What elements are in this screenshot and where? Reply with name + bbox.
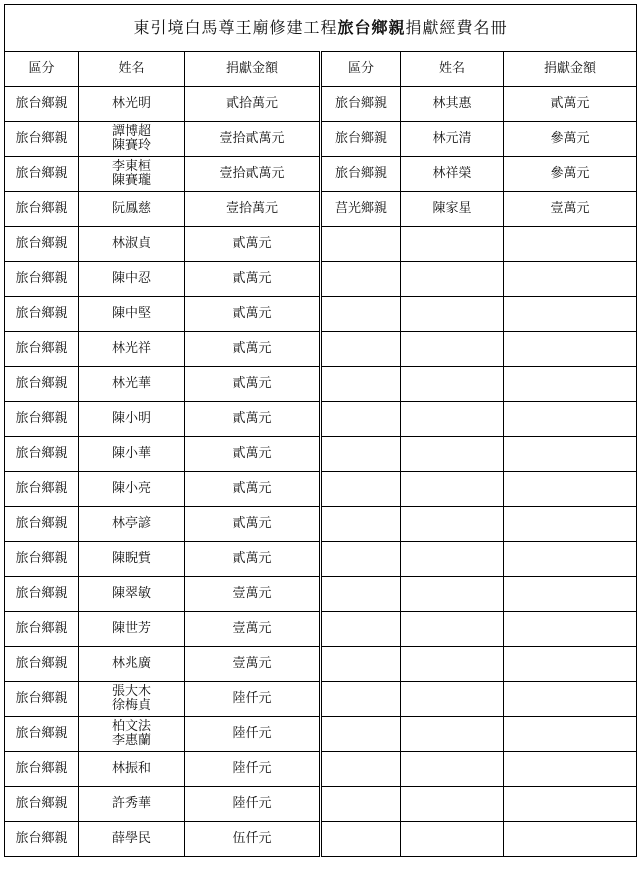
right-amount-cell — [504, 402, 637, 437]
table-row — [5, 402, 637, 437]
title-bold: 旅台鄉親 — [337, 17, 406, 37]
right-region-cell — [321, 822, 401, 857]
right-region-cell — [321, 787, 401, 822]
header-left-amount: 捐獻金額 — [185, 52, 321, 87]
left-amount-cell: 壹拾貳萬元 — [185, 122, 321, 157]
left-name-cell — [79, 717, 185, 752]
donor-name: 林祥榮 — [432, 165, 472, 181]
donor-name: 林淑貞 — [111, 235, 151, 251]
donor-name: 林兆廣 — [111, 655, 151, 671]
left-region-cell: 旅台鄉親 — [5, 472, 79, 507]
right-name-cell — [401, 787, 504, 822]
right-amount-cell — [504, 682, 637, 717]
right-name-cell — [401, 297, 504, 332]
right-region-cell: 旅台鄉親 — [321, 122, 401, 157]
donor-name: 林其惠 — [432, 95, 472, 111]
left-name-cell — [79, 612, 185, 647]
table-row — [5, 822, 637, 857]
right-name-cell — [401, 227, 504, 262]
right-name-cell — [401, 367, 504, 402]
right-amount-cell — [504, 612, 637, 647]
table-row — [5, 612, 637, 647]
table-row — [5, 192, 637, 227]
left-region-cell: 旅台鄉親 — [5, 612, 79, 647]
left-name-cell — [79, 472, 185, 507]
table-row — [5, 717, 637, 752]
donor-name: 林光華 — [111, 375, 151, 391]
donor-name: 李東桓 — [111, 159, 151, 175]
left-region-cell: 旅台鄉親 — [5, 647, 79, 682]
right-amount-cell — [504, 297, 637, 332]
right-amount-cell — [504, 507, 637, 542]
left-amount-cell: 壹萬元 — [185, 647, 321, 682]
left-amount-cell: 陸仟元 — [185, 787, 321, 822]
left-region-cell: 旅台鄉親 — [5, 437, 79, 472]
donor-name: 陳小亮 — [111, 480, 151, 496]
donor-name: 林元清 — [432, 130, 472, 146]
left-region-cell: 旅台鄉親 — [5, 402, 79, 437]
left-name-cell — [79, 647, 185, 682]
register-title — [5, 5, 637, 52]
right-region-cell — [321, 612, 401, 647]
donor-name: 陳中忍 — [111, 270, 151, 286]
right-name-cell — [401, 437, 504, 472]
right-amount-cell — [504, 822, 637, 857]
right-amount-cell — [504, 367, 637, 402]
right-name-cell — [401, 822, 504, 857]
left-name-cell — [79, 437, 185, 472]
donor-name: 陳世芳 — [111, 620, 151, 636]
donor-name: 陳睨貲 — [111, 550, 151, 566]
right-amount-cell — [504, 717, 637, 752]
left-name-cell — [79, 87, 185, 122]
donor-name: 李惠蘭 — [111, 733, 151, 748]
left-amount-cell: 貳拾萬元 — [185, 87, 321, 122]
right-amount-cell — [504, 752, 637, 787]
right-name-cell — [401, 682, 504, 717]
right-name-cell — [401, 402, 504, 437]
left-name-cell — [79, 822, 185, 857]
donor-name: 張大木 — [111, 684, 151, 700]
right-amount-cell — [504, 262, 637, 297]
left-region-cell: 旅台鄉親 — [5, 717, 79, 752]
donor-name: 陳中堅 — [111, 305, 151, 321]
right-amount-cell — [504, 787, 637, 822]
left-name-cell — [79, 227, 185, 262]
table-row — [5, 367, 637, 402]
right-name-cell — [401, 577, 504, 612]
left-region-cell: 旅台鄉親 — [5, 752, 79, 787]
left-amount-cell: 貳萬元 — [185, 437, 321, 472]
donor-name: 阮鳳慈 — [111, 200, 151, 216]
right-region-cell — [321, 367, 401, 402]
donor-name: 徐梅貞 — [111, 698, 151, 713]
right-region-cell: 莒光鄉親 — [321, 192, 401, 227]
left-name-cell — [79, 262, 185, 297]
right-name-cell — [401, 752, 504, 787]
header-row — [5, 52, 637, 87]
right-region-cell: 旅台鄉親 — [321, 87, 401, 122]
left-name-cell — [79, 367, 185, 402]
right-region-cell — [321, 577, 401, 612]
right-amount-cell: 壹萬元 — [504, 192, 637, 227]
left-amount-cell: 貳萬元 — [185, 472, 321, 507]
right-name-cell — [401, 192, 504, 227]
donor-name: 譚博超 — [111, 124, 151, 140]
right-region-cell — [321, 332, 401, 367]
left-region-cell: 旅台鄉親 — [5, 262, 79, 297]
left-amount-cell: 陸仟元 — [185, 717, 321, 752]
right-name-cell — [401, 507, 504, 542]
left-amount-cell: 伍仟元 — [185, 822, 321, 857]
donor-name: 許秀華 — [111, 795, 151, 811]
right-name-cell — [401, 262, 504, 297]
left-name-cell — [79, 297, 185, 332]
right-region-cell — [321, 752, 401, 787]
donation-register-table — [4, 4, 637, 857]
left-name-cell — [79, 507, 185, 542]
title-prefix: 東引境白馬尊王廟修建工程 — [133, 17, 338, 37]
right-region-cell — [321, 472, 401, 507]
donor-name: 林光祥 — [111, 340, 151, 356]
right-region-cell — [321, 507, 401, 542]
left-region-cell: 旅台鄉親 — [5, 367, 79, 402]
left-amount-cell: 貳萬元 — [185, 402, 321, 437]
right-name-cell — [401, 87, 504, 122]
right-region-cell — [321, 402, 401, 437]
right-name-cell — [401, 122, 504, 157]
table-row — [5, 437, 637, 472]
donor-name: 林光明 — [111, 95, 151, 111]
left-amount-cell: 貳萬元 — [185, 227, 321, 262]
right-region-cell — [321, 437, 401, 472]
table-row — [5, 262, 637, 297]
right-amount-cell: 參萬元 — [504, 122, 637, 157]
table-row — [5, 122, 637, 157]
left-amount-cell: 壹拾貳萬元 — [185, 157, 321, 192]
right-amount-cell — [504, 542, 637, 577]
left-amount-cell: 壹萬元 — [185, 612, 321, 647]
table-row — [5, 787, 637, 822]
donor-name: 薛學民 — [111, 830, 151, 846]
left-region-cell: 旅台鄉親 — [5, 787, 79, 822]
left-region-cell: 旅台鄉親 — [5, 507, 79, 542]
left-name-cell — [79, 752, 185, 787]
left-name-cell — [79, 577, 185, 612]
left-region-cell: 旅台鄉親 — [5, 577, 79, 612]
table-row — [5, 507, 637, 542]
left-name-cell — [79, 682, 185, 717]
right-region-cell — [321, 542, 401, 577]
left-region-cell: 旅台鄉親 — [5, 87, 79, 122]
right-amount-cell: 貳萬元 — [504, 87, 637, 122]
left-amount-cell: 貳萬元 — [185, 262, 321, 297]
header-left-name: 姓名 — [79, 52, 185, 87]
left-name-cell — [79, 192, 185, 227]
right-amount-cell — [504, 332, 637, 367]
right-amount-cell — [504, 647, 637, 682]
left-region-cell: 旅台鄉親 — [5, 122, 79, 157]
title-suffix: 捐獻經費名冊 — [405, 17, 508, 37]
right-name-cell — [401, 472, 504, 507]
right-region-cell — [321, 682, 401, 717]
left-region-cell: 旅台鄉親 — [5, 822, 79, 857]
donor-name: 陳小華 — [111, 445, 151, 461]
left-amount-cell: 陸仟元 — [185, 682, 321, 717]
right-region-cell — [321, 647, 401, 682]
donor-name: 林振和 — [111, 760, 151, 776]
right-amount-cell — [504, 437, 637, 472]
right-amount-cell — [504, 577, 637, 612]
right-amount-cell — [504, 227, 637, 262]
donor-name: 林亭諺 — [111, 515, 151, 531]
left-amount-cell: 貳萬元 — [185, 297, 321, 332]
table-row — [5, 227, 637, 262]
donor-name: 陳賽瓏 — [111, 173, 151, 188]
right-name-cell — [401, 647, 504, 682]
table-row — [5, 157, 637, 192]
left-name-cell — [79, 332, 185, 367]
left-amount-cell: 壹萬元 — [185, 577, 321, 612]
left-amount-cell: 貳萬元 — [185, 367, 321, 402]
left-amount-cell: 貳萬元 — [185, 332, 321, 367]
left-name-cell — [79, 402, 185, 437]
header-right-name: 姓名 — [401, 52, 504, 87]
left-amount-cell: 壹拾萬元 — [185, 192, 321, 227]
table-row — [5, 87, 637, 122]
header-right-region: 區分 — [321, 52, 401, 87]
right-region-cell — [321, 717, 401, 752]
left-amount-cell: 貳萬元 — [185, 542, 321, 577]
left-name-cell — [79, 787, 185, 822]
left-region-cell: 旅台鄉親 — [5, 227, 79, 262]
left-name-cell — [79, 157, 185, 192]
right-name-cell — [401, 612, 504, 647]
left-name-cell — [79, 542, 185, 577]
right-name-cell — [401, 332, 504, 367]
table-row — [5, 472, 637, 507]
right-region-cell — [321, 227, 401, 262]
table-row — [5, 647, 637, 682]
donor-name: 陳翠敏 — [111, 585, 151, 601]
right-amount-cell: 參萬元 — [504, 157, 637, 192]
right-name-cell — [401, 157, 504, 192]
right-region-cell — [321, 262, 401, 297]
left-region-cell: 旅台鄉親 — [5, 297, 79, 332]
table-row — [5, 542, 637, 577]
header-left-region: 區分 — [5, 52, 79, 87]
table-row — [5, 577, 637, 612]
left-region-cell: 旅台鄉親 — [5, 192, 79, 227]
title-row — [5, 5, 637, 52]
header-right-amount: 捐獻金額 — [504, 52, 637, 87]
left-amount-cell: 貳萬元 — [185, 507, 321, 542]
donor-name: 柏文法 — [111, 719, 151, 735]
right-region-cell — [321, 297, 401, 332]
table-row — [5, 682, 637, 717]
left-region-cell: 旅台鄉親 — [5, 157, 79, 192]
table-row — [5, 297, 637, 332]
right-region-cell: 旅台鄉親 — [321, 157, 401, 192]
left-region-cell: 旅台鄉親 — [5, 332, 79, 367]
donor-name: 陳小明 — [111, 410, 151, 426]
left-region-cell: 旅台鄉親 — [5, 542, 79, 577]
right-name-cell — [401, 717, 504, 752]
right-name-cell — [401, 542, 504, 577]
left-name-cell — [79, 122, 185, 157]
donor-name: 陳家星 — [432, 200, 472, 216]
table-row — [5, 752, 637, 787]
left-region-cell: 旅台鄉親 — [5, 682, 79, 717]
donor-name: 陳賽玲 — [111, 138, 151, 153]
table-row — [5, 332, 637, 367]
right-amount-cell — [504, 472, 637, 507]
left-amount-cell: 陸仟元 — [185, 752, 321, 787]
